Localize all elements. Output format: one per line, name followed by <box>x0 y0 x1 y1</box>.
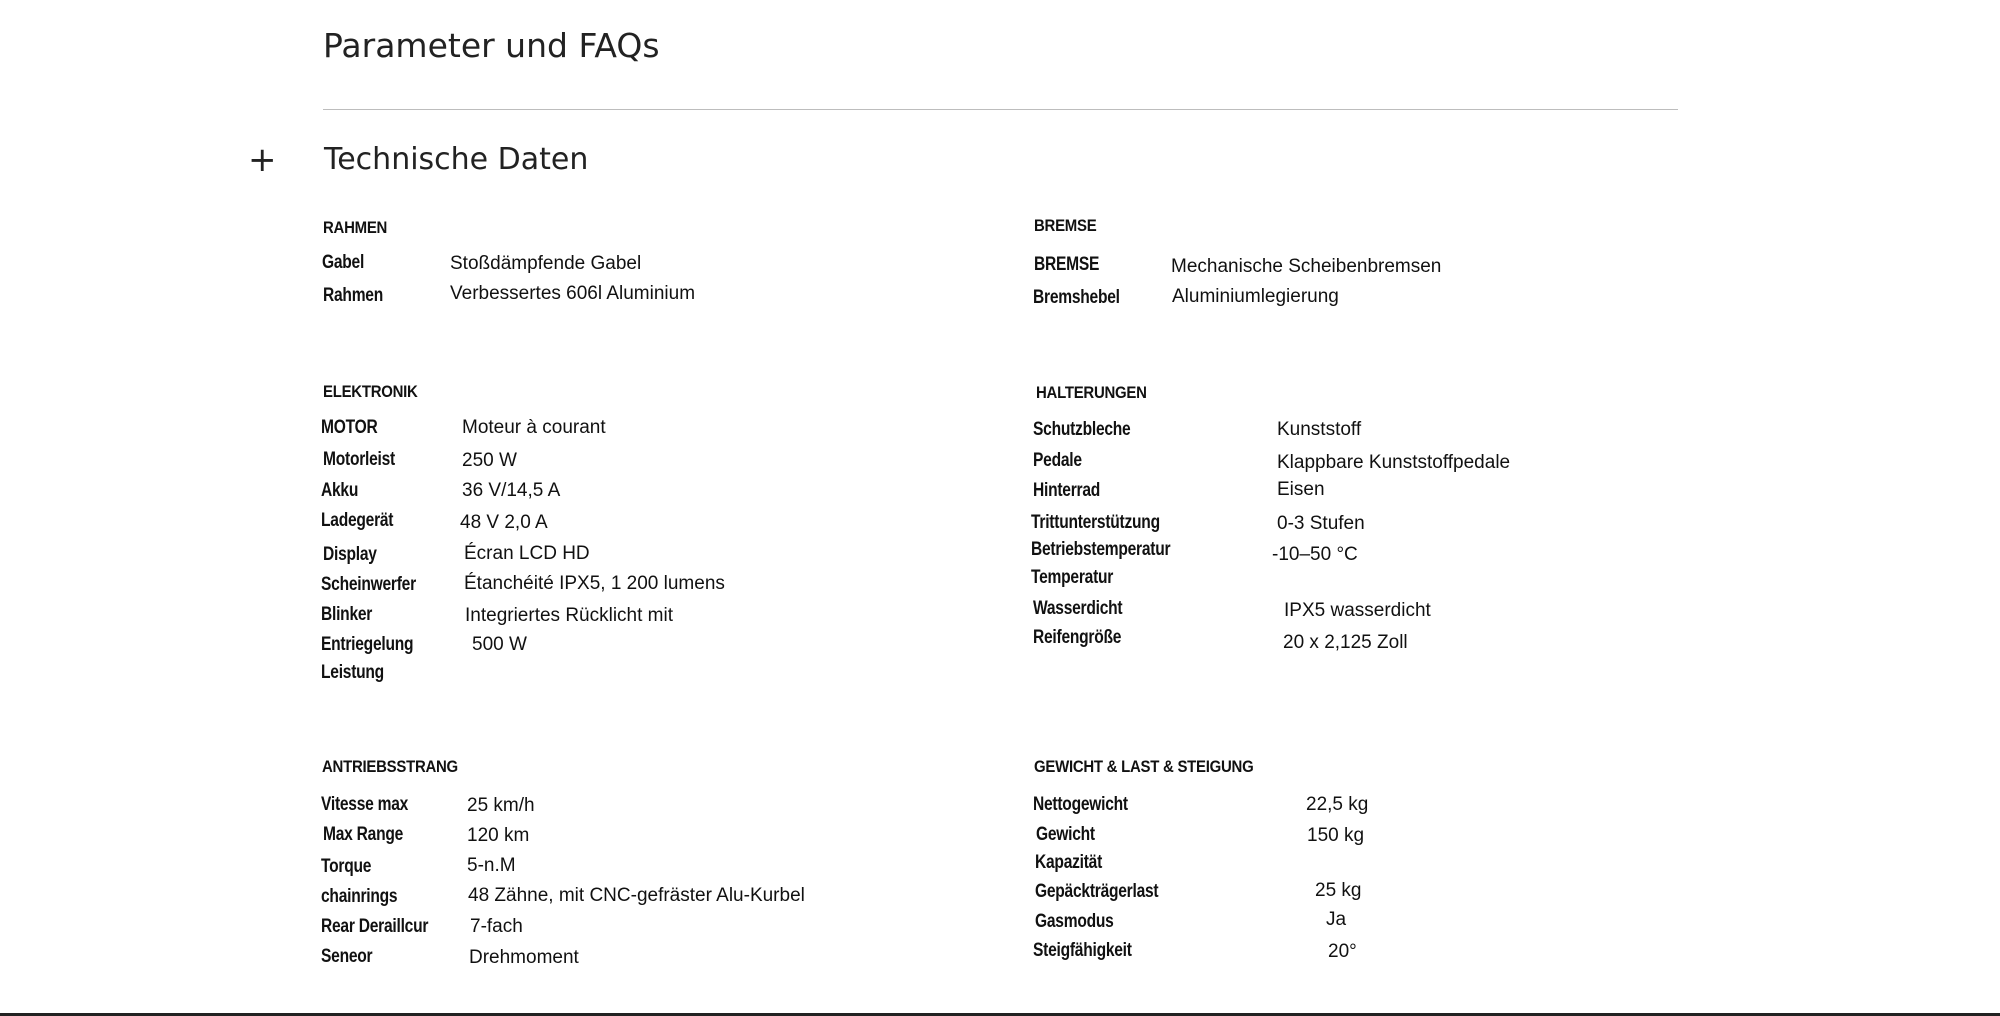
spec-label: Nettogewicht <box>1033 794 1128 815</box>
section-title: ELEKTRONIK <box>323 382 418 401</box>
spec-label: Blinker <box>321 604 373 625</box>
spec-label: Ladegerät <box>321 510 394 531</box>
spec-label: Steigfähigkeit <box>1033 940 1132 961</box>
spec-value: 48 Zähne, mit CNC-gefräster Alu-Kurbel <box>468 885 805 906</box>
spec-label: Motorleist <box>323 449 395 470</box>
spec-label: Schutzbleche <box>1033 419 1131 440</box>
spec-value: -10–50 °C <box>1272 544 1358 565</box>
accordion-technische-daten[interactable] <box>248 138 1148 184</box>
spec-label: Rear Deraillcur <box>321 916 429 937</box>
spec-value: 120 km <box>467 825 530 846</box>
spec-value: 150 kg <box>1307 825 1365 846</box>
spec-value: Aluminiumlegierung <box>1172 286 1339 307</box>
spec-value: Integriertes Rücklicht mit <box>465 605 674 626</box>
spec-value: 22,5 kg <box>1306 794 1369 815</box>
spec-value: Stoßdämpfende Gabel <box>450 253 642 274</box>
spec-value: Moteur à courant <box>462 417 606 438</box>
spec-label: Temperatur <box>1031 567 1114 588</box>
spec-value: Kunststoff <box>1277 419 1362 440</box>
spec-label: MOTOR <box>321 417 378 438</box>
spec-label: Kapazität <box>1035 852 1103 873</box>
spec-label: Entriegelung <box>321 634 414 655</box>
spec-label: Bremshebel <box>1033 287 1120 308</box>
spec-value: 25 kg <box>1315 880 1362 901</box>
page-title: Parameter und FAQs <box>323 26 660 65</box>
spec-value: Verbessertes 606l Aluminium <box>450 283 696 304</box>
section-title: GEWICHT & LAST & STEIGUNG <box>1034 757 1254 776</box>
section-title: ANTRIEBSSTRANG <box>322 757 458 776</box>
spec-value: 500 W <box>472 634 527 655</box>
spec-value: 25 km/h <box>467 795 535 816</box>
spec-label: chainrings <box>321 886 398 907</box>
spec-label: Rahmen <box>323 285 384 306</box>
spec-label: Hinterrad <box>1033 480 1101 501</box>
spec-value: 36 V/14,5 A <box>462 480 561 501</box>
spec-label: Max Range <box>323 824 404 845</box>
spec-value: 250 W <box>462 450 517 471</box>
spec-value: Mechanische Scheibenbremsen <box>1171 256 1442 277</box>
spec-label: Gepäckträgerlast <box>1035 881 1159 902</box>
plus-icon[interactable]: + <box>248 140 277 180</box>
spec-value: 48 V 2,0 A <box>460 512 548 533</box>
spec-label: Gewicht <box>1036 824 1095 845</box>
spec-value: Ja <box>1326 909 1347 930</box>
spec-label: BREMSE <box>1034 254 1100 275</box>
spec-value: Eisen <box>1277 479 1325 500</box>
divider <box>323 109 1678 110</box>
spec-label: Akku <box>321 480 359 501</box>
section-title: HALTERUNGEN <box>1036 383 1147 402</box>
spec-label: Trittunterstützung <box>1031 512 1160 533</box>
spec-label: Display <box>323 544 377 565</box>
spec-label: Gasmodus <box>1035 911 1114 932</box>
spec-label: Pedale <box>1033 450 1082 471</box>
spec-value: Drehmoment <box>469 947 579 968</box>
spec-value: Écran LCD HD <box>464 543 590 564</box>
spec-value: Étanchéité IPX5, 1 200 lumens <box>464 573 725 594</box>
spec-label: Leistung <box>321 662 384 683</box>
spec-label: Wasserdicht <box>1033 598 1123 619</box>
spec-value: 20° <box>1328 941 1357 962</box>
spec-value: 0-3 Stufen <box>1277 513 1365 534</box>
spec-label: Scheinwerfer <box>321 574 416 595</box>
spec-value: IPX5 wasserdicht <box>1284 600 1431 621</box>
spec-value: 20 x 2,125 Zoll <box>1283 632 1408 653</box>
section-title: BREMSE <box>1034 216 1097 235</box>
accordion-title: Technische Daten <box>324 142 589 177</box>
spec-value: 5-n.M <box>467 855 516 876</box>
spec-label: Vitesse max <box>321 794 409 815</box>
spec-label: Betriebstemperatur <box>1031 539 1171 560</box>
spec-label: Torque <box>321 856 372 877</box>
spec-value: 7-fach <box>470 916 523 937</box>
section-title: RAHMEN <box>323 218 388 237</box>
spec-label: Gabel <box>322 252 365 273</box>
spec-label: Reifengröße <box>1033 627 1122 648</box>
spec-value: Klappbare Kunststoffpedale <box>1277 452 1511 473</box>
spec-label: Seneor <box>321 946 373 967</box>
